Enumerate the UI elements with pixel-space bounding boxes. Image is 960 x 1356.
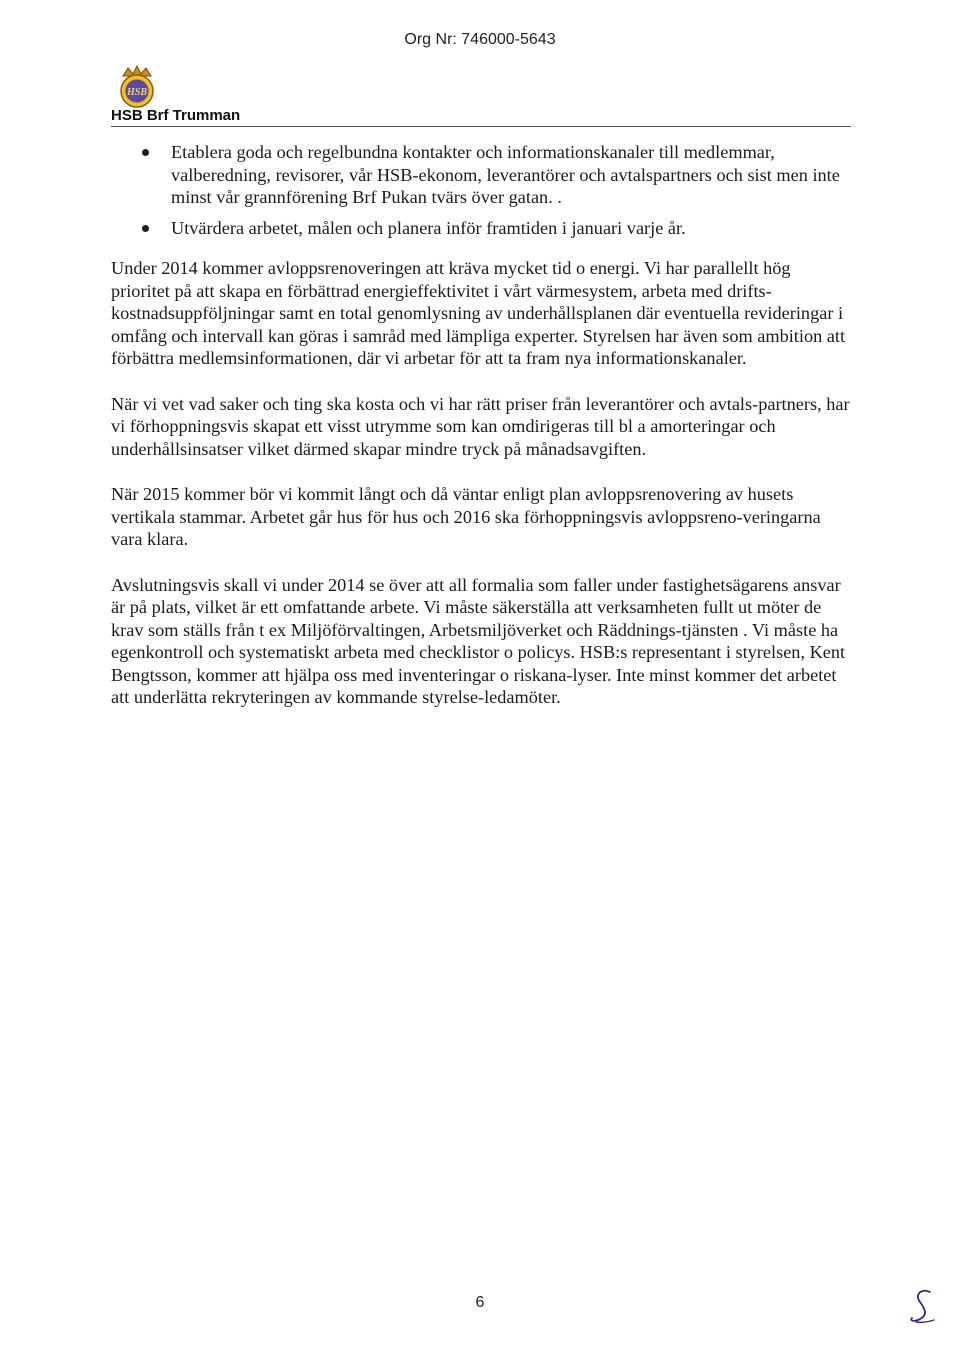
paragraph-2015-plans: När 2015 kommer bör vi kommit långt och då väntar enligt plan avloppsrenovering av husets vertikala stammar. Arbetet går hus för hus och 2016 ska förhoppningsvis avloppsreno-veringarna vara klara. (111, 484, 821, 549)
list-item-text: Utvärdera arbetet, målen och planera inför framtiden i januari varje år. (171, 217, 686, 238)
bullet-icon (142, 225, 149, 232)
page-number: 6 (475, 1294, 485, 1311)
goal-list (111, 141, 851, 239)
bullet-icon (142, 149, 149, 156)
list-item (111, 217, 851, 240)
paragraph-costs: När vi vet vad saker och ting ska kosta och vi har rätt priser från leverantörer och avtals-partners, har vi förhoppningsvis skapat ett visst utrymme som kan omdirigeras till bl a amorteringar och underhållsinsatser vilket därmed skapar mindre tryck på månadsavgiften. (111, 393, 850, 459)
list-item (111, 141, 851, 209)
association-name: HSB Brf Trumman (111, 107, 241, 124)
list-item-text: Etablera goda och regelbundna kontakter och informationskanaler till medlemmar, valberedning, revisorer, vår HSB-ekonom, leverantörer och avtalspartners och sist men inte minst vår grannförening Brf Pukan tvärs över gatan. . (171, 142, 840, 207)
document-body (111, 141, 851, 709)
paragraph-2014-plans: Under 2014 kommer avloppsrenoveringen att kräva mycket tid o energi. Vi har parallellt hög prioritet på att skapa en förbättrad energieffektivitet i vårt värmesystem, arbeta med drifts-kostnadsuppföljningar samt en total genomlysning av underhållsplanen där eventuella revideringar i omfång och intervall kan göras i samråd med lämpliga experter. Styrelsen har även som ambition att förbättra medlemsinformationen, där vi arbetar för att ta fram nya informationskanaler. (111, 258, 846, 368)
logo-monogram: HSB (126, 87, 148, 98)
header-rule (111, 126, 851, 127)
paragraph-conclusion: Avslutningsvis skall vi under 2014 se över att all formalia som faller under fastighetsägarens ansvar är på plats, vilket är ett omfattande arbete. Vi måste säkerställa att verksamheten fullt ut möter de krav som ställs från t ex Miljöförvaltingen, Arbetsmiljöverket och Räddnings-tjänsten . Vi måste ha egenkontroll och systematiskt arbeta med checklistor o policys. HSB:s representant i styrelsen, Kent Bengtsson, kommer att hjälpa oss med inventeringar o riskana-lyser. Inte minst kommer det arbetet att underlätta rekryteringen av kommande styrelse-ledamöter. (111, 574, 846, 707)
handwritten-initial (904, 1286, 940, 1328)
hsb-logo (114, 64, 160, 108)
org-number: Org Nr: 746000-5643 (404, 31, 556, 48)
